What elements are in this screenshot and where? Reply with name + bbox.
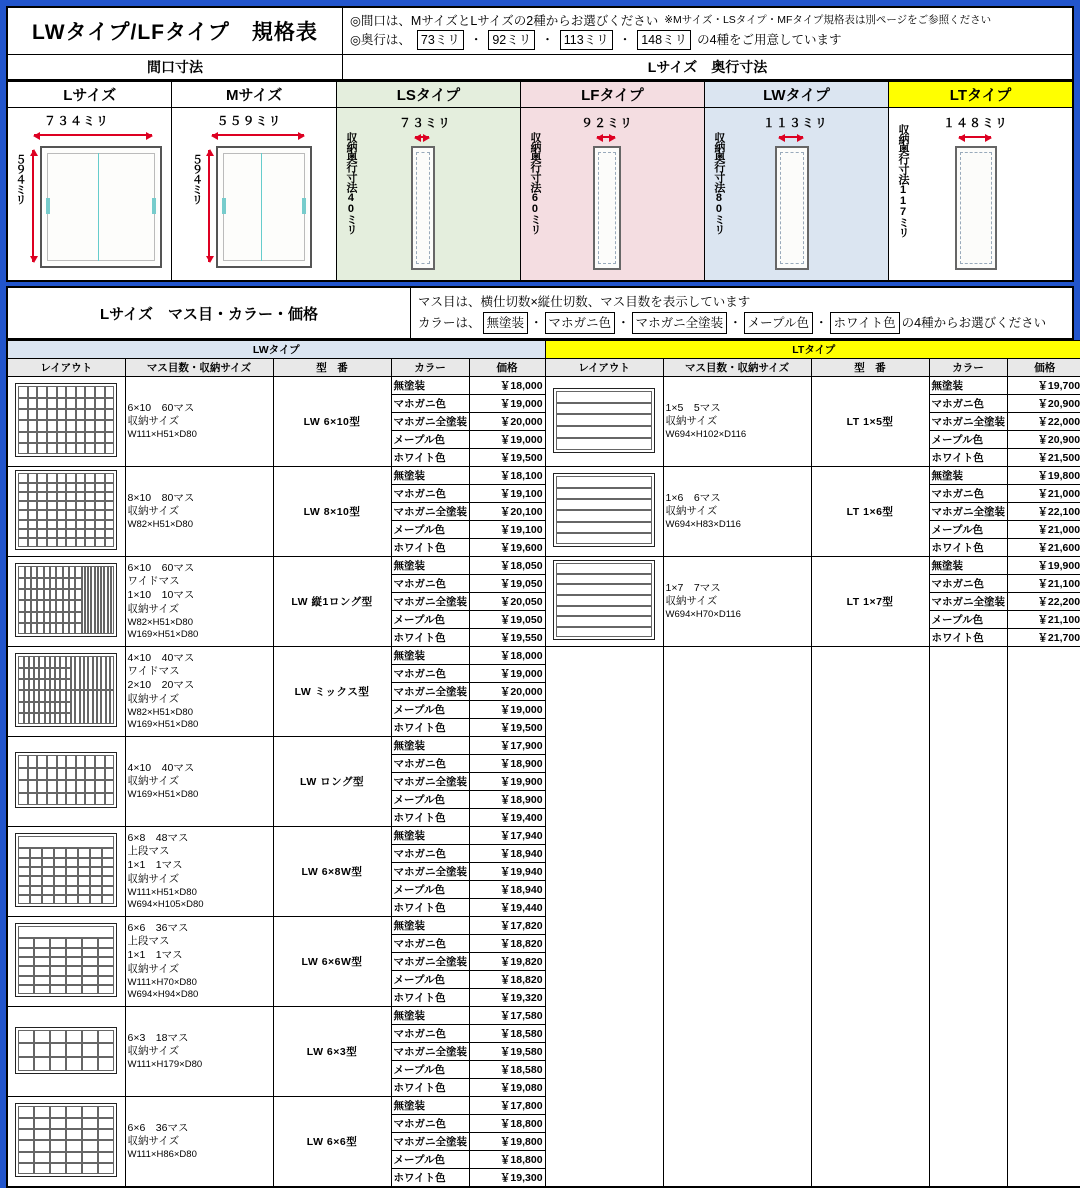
cell-color: マホガニ全塗装: [391, 413, 469, 431]
cell-price: ￥19,700: [1007, 377, 1080, 395]
cell-price: ￥19,800: [469, 1133, 545, 1151]
cell-price: ￥17,820: [469, 917, 545, 935]
cell-color: ホワイト色: [391, 1169, 469, 1188]
cell-model: LW ミックス型: [273, 647, 391, 737]
table-row: [7, 557, 1080, 575]
cell-spec: 1×6 6マス 収納サイズ W694×H83×D116: [663, 467, 811, 557]
cell-color: メープル色: [391, 881, 469, 899]
cell-color: マホガニ色: [391, 395, 469, 413]
cell-layout: [7, 557, 125, 647]
figure-okuyuki-LF: [520, 108, 704, 282]
cell-price: ￥19,080: [469, 1079, 545, 1097]
cabinet-side-LW: [775, 146, 809, 270]
cell-price: ￥20,900: [1007, 395, 1080, 413]
cell-spec: 1×5 5マス 収納サイズ W694×H102×D116: [663, 377, 811, 467]
cell-price: ￥21,700: [1007, 629, 1080, 647]
table-row: [7, 467, 1080, 485]
cell-model: LW 6×10型: [273, 377, 391, 467]
table-row: [7, 377, 1080, 395]
cell-color: メープル色: [391, 1061, 469, 1079]
cell-spec: 8×10 80マス 収納サイズ W82×H51×D80: [125, 467, 273, 557]
cell-color: ホワイト色: [391, 629, 469, 647]
column-header-row: [7, 359, 1080, 377]
mid-title: Lサイズ マス目・カラー・価格: [100, 305, 318, 323]
col-price-lt: 価格: [1007, 359, 1080, 377]
dim-L-width-arrow: [34, 134, 152, 136]
cell-price: ￥18,900: [469, 791, 545, 809]
note-okuyuki-suffix: の4種をご用意しています: [697, 33, 842, 48]
cell-price: ￥18,820: [469, 935, 545, 953]
cell-price: ￥18,580: [469, 1061, 545, 1079]
cabinet-side-LT: [955, 146, 997, 270]
group-header-lt: LTタイプ: [545, 341, 1080, 359]
col-head-maguchi: 間口寸法: [7, 55, 343, 81]
cell-spec-empty: [663, 647, 811, 1188]
cell-color: ホワイト色: [391, 989, 469, 1007]
dimension-figures: [6, 81, 1074, 282]
cell-price: ￥18,100: [469, 467, 545, 485]
cell-model: LT 1×7型: [811, 557, 929, 647]
cell-color: マホガニ全塗装: [391, 773, 469, 791]
cell-price: ￥19,550: [469, 629, 545, 647]
cell-price: ￥22,200: [1007, 593, 1080, 611]
cell-model: LT 1×5型: [811, 377, 929, 467]
color-option-mahogany: マホガニ色: [545, 312, 616, 334]
cell-spec: 1×7 7マス 収納サイズ W694×H70×D116: [663, 557, 811, 647]
cell-color: 無塗装: [391, 467, 469, 485]
cell-price: ￥22,000: [1007, 413, 1080, 431]
depth-option-148: 148ミリ: [637, 30, 691, 50]
cell-price: ￥18,940: [469, 845, 545, 863]
cell-price: ￥19,300: [469, 1169, 545, 1188]
cell-color: マホガニ色: [929, 485, 1007, 503]
cell-color: 無塗装: [391, 557, 469, 575]
col-model-lw: 型 番: [273, 359, 391, 377]
cell-model: LT 1×6型: [811, 467, 929, 557]
lf-inner-depth-label: 収納奥行寸法60ミリ: [528, 132, 541, 235]
cell-price: ￥21,000: [1007, 521, 1080, 539]
cell-color: マホガニ色: [391, 575, 469, 593]
header-notes: [343, 7, 1074, 55]
cell-color: メープル色: [391, 431, 469, 449]
lt-depth-arrow: [959, 136, 991, 138]
cell-price: ￥19,000: [469, 395, 545, 413]
cell-price: ￥19,820: [469, 953, 545, 971]
cell-color: 無塗装: [391, 1097, 469, 1115]
cell-color: 無塗装: [391, 917, 469, 935]
cell-color-empty: [929, 647, 1007, 1188]
depth-option-113: 113ミリ: [560, 30, 613, 50]
maguchi-L-label: Lサイズ: [7, 82, 172, 108]
cell-color: 無塗装: [391, 377, 469, 395]
layout-thumbnail: [15, 653, 117, 727]
cell-price: ￥19,000: [469, 701, 545, 719]
cell-price: ￥20,100: [469, 503, 545, 521]
cell-spec: 6×8 48マス 上段マス 1×1 1マス 収納サイズ W111×H51×D80 W694×H105×D80: [125, 827, 273, 917]
cell-price: ￥20,000: [469, 683, 545, 701]
cell-price: ￥19,100: [469, 485, 545, 503]
cell-price: ￥22,100: [1007, 503, 1080, 521]
cell-color: ホワイト色: [929, 449, 1007, 467]
cell-color: メープル色: [391, 971, 469, 989]
cabinet-front-L: [40, 146, 162, 268]
cell-price: ￥18,800: [469, 1151, 545, 1169]
cell-layout: [545, 557, 663, 647]
cell-price: ￥19,500: [469, 719, 545, 737]
figure-maguchi-M: [172, 108, 336, 282]
cell-spec: 4×10 40マス ワイドマス 2×10 20マス 収納サイズ W82×H51×D80 W169×H51×D80: [125, 647, 273, 737]
cell-price: ￥19,900: [1007, 557, 1080, 575]
cell-spec: 6×10 60マス 収納サイズ W111×H51×D80: [125, 377, 273, 467]
cell-color: メープル色: [391, 521, 469, 539]
layout-thumbnail: [15, 563, 117, 637]
cell-model-empty: [811, 647, 929, 1188]
cell-color: マホガニ全塗装: [391, 953, 469, 971]
header-dimension-block: [6, 6, 1074, 81]
cell-color: メープル色: [391, 701, 469, 719]
lf-depth-text: ９２ミリ: [580, 116, 633, 131]
layout-thumbnail: [15, 923, 117, 997]
note-maguchi: ◎間口は、MサイズとLサイズの2種からお選びください: [350, 14, 659, 28]
color-option-white: ホワイト色: [830, 312, 900, 334]
figure-okuyuki-LS: [336, 108, 520, 282]
lw-inner-depth-label: 収納奥行寸法80ミリ: [712, 132, 725, 235]
cell-layout: [545, 467, 663, 557]
lw-depth-arrow: [779, 136, 803, 138]
dim-M-height-arrow: [208, 150, 210, 262]
cell-price: ￥18,820: [469, 971, 545, 989]
cell-color: マホガニ色: [391, 665, 469, 683]
cell-price: ￥19,900: [469, 773, 545, 791]
cell-color: マホガニ全塗装: [391, 1133, 469, 1151]
cell-color: 無塗装: [929, 557, 1007, 575]
okuyuki-LF-label: LFタイプ: [520, 82, 704, 108]
cell-color: マホガニ色: [391, 485, 469, 503]
cell-color: ホワイト色: [391, 539, 469, 557]
cell-color: マホガニ全塗装: [391, 1043, 469, 1061]
cell-spec: 6×6 36マス 上段マス 1×1 1マス 収納サイズ W111×H70×D80 W694×H94×D80: [125, 917, 273, 1007]
cell-color: マホガニ全塗装: [391, 503, 469, 521]
cell-color: ホワイト色: [391, 809, 469, 827]
cell-spec: 6×10 60マス ワイドマス 1×10 10マス 収納サイズ W82×H51×D80 W169×H51×D80: [125, 557, 273, 647]
cell-model: LW ロング型: [273, 737, 391, 827]
table-row: [7, 647, 1080, 665]
cell-price: ￥19,440: [469, 899, 545, 917]
col-head-okuyuki: Lサイズ 奥行寸法: [343, 55, 1074, 81]
cell-color: マホガニ全塗装: [929, 413, 1007, 431]
cell-color: メープル色: [391, 1151, 469, 1169]
cell-color: マホガニ色: [391, 1115, 469, 1133]
cell-color: ホワイト色: [929, 629, 1007, 647]
col-cells-lt: マス目数・収納サイズ: [663, 359, 811, 377]
cell-layout: [7, 1097, 125, 1188]
cell-price: ￥19,940: [469, 863, 545, 881]
cell-color: ホワイト色: [391, 1079, 469, 1097]
cell-layout: [7, 1007, 125, 1097]
mid-desc-cell: [411, 287, 1074, 339]
cell-price: ￥18,050: [469, 557, 545, 575]
cell-color: ホワイト色: [391, 449, 469, 467]
cell-price: ￥18,900: [469, 755, 545, 773]
mid-info-bar: [6, 286, 1074, 340]
layout-thumbnail: [553, 473, 655, 547]
col-model-lt: 型 番: [811, 359, 929, 377]
cell-price: ￥19,000: [469, 431, 545, 449]
note-row-1: [350, 12, 1065, 30]
cell-price: ￥19,050: [469, 575, 545, 593]
cell-layout-empty: [545, 647, 663, 1188]
cell-color: 無塗装: [929, 467, 1007, 485]
cell-price: ￥18,000: [469, 647, 545, 665]
cell-layout: [7, 647, 125, 737]
sheet-title-cell: [7, 7, 343, 55]
cell-price: ￥19,400: [469, 809, 545, 827]
cell-price-empty: [1007, 647, 1080, 1188]
col-layout-lt: レイアウト: [545, 359, 663, 377]
mid-desc-colors: カラーは、 無塗装 ・ マホガニ色 ・ マホガニ全塗装 ・ メープル色 ・ ホワイト色 の4種からお選びください: [418, 312, 1065, 334]
cell-color: ホワイト色: [929, 539, 1007, 557]
cell-color: マホガニ色: [929, 395, 1007, 413]
layout-thumbnail: [15, 833, 117, 907]
cell-price: ￥19,050: [469, 611, 545, 629]
cabinet-side-LF: [593, 146, 621, 270]
cell-color: マホガニ全塗装: [391, 863, 469, 881]
col-price-lw: 価格: [469, 359, 545, 377]
cell-model: LW 8×10型: [273, 467, 391, 557]
cell-color: 無塗装: [391, 1007, 469, 1025]
color-option-mahogany-full: マホガニ全塗装: [632, 312, 728, 334]
maguchi-M-label: Mサイズ: [172, 82, 336, 108]
spec-sheet: [6, 6, 1080, 1185]
cell-price: ￥19,000: [469, 665, 545, 683]
ls-depth-text: ７３ミリ: [398, 116, 451, 131]
okuyuki-LW-label: LWタイプ: [704, 82, 888, 108]
cell-color: ホワイト色: [391, 719, 469, 737]
cell-price: ￥20,050: [469, 593, 545, 611]
cell-price: ￥20,900: [1007, 431, 1080, 449]
col-layout-lw: レイアウト: [7, 359, 125, 377]
cabinet-side-LS: [411, 146, 435, 270]
layout-thumbnail: [15, 752, 117, 808]
cell-model: LW 6×6型: [273, 1097, 391, 1188]
price-table: [6, 340, 1080, 1188]
cell-price: ￥21,100: [1007, 575, 1080, 593]
dim-L-height-arrow: [32, 150, 34, 262]
col-color-lt: カラー: [929, 359, 1007, 377]
lw-depth-text: １１３ミリ: [762, 116, 828, 131]
cell-color: マホガニ色: [391, 755, 469, 773]
ls-inner-depth-label: 収納奥行寸法40ミリ: [344, 132, 357, 235]
lt-inner-depth-label: 収納奥行寸法117ミリ: [897, 124, 909, 238]
cell-color: ホワイト色: [391, 899, 469, 917]
color-option-maple: メープル色: [744, 312, 813, 334]
cell-color: マホガニ全塗装: [929, 503, 1007, 521]
cell-color: メープル色: [391, 611, 469, 629]
cell-layout: [7, 737, 125, 827]
color-prefix: カラーは、: [418, 316, 481, 331]
layout-thumbnail: [15, 1027, 117, 1074]
cell-price: ￥18,000: [469, 377, 545, 395]
cell-price: ￥21,100: [1007, 611, 1080, 629]
group-header-lw: LWタイプ: [7, 341, 545, 359]
cell-color: マホガニ全塗装: [391, 683, 469, 701]
okuyuki-LT-label: LTタイプ: [889, 82, 1074, 108]
cell-layout: [7, 377, 125, 467]
cell-color: マホガニ色: [391, 935, 469, 953]
cell-model: LW 縦1ロング型: [273, 557, 391, 647]
layout-thumbnail: [15, 1103, 117, 1177]
cell-price: ￥17,580: [469, 1007, 545, 1025]
cell-color: メープル色: [391, 791, 469, 809]
cell-spec: 6×6 36マス 収納サイズ W111×H86×D80: [125, 1097, 273, 1188]
color-option-mutoso: 無塗装: [483, 312, 529, 334]
cell-color: マホガニ色: [391, 1025, 469, 1043]
cell-color: マホガニ色: [391, 845, 469, 863]
cell-color: 無塗装: [391, 647, 469, 665]
figure-okuyuki-LT: [889, 108, 1074, 282]
cell-price: ￥19,500: [469, 449, 545, 467]
cell-color: 無塗装: [391, 827, 469, 845]
cell-color: マホガニ全塗装: [391, 593, 469, 611]
layout-thumbnail: [15, 470, 117, 550]
cell-layout: [7, 827, 125, 917]
mid-title-cell: [7, 287, 411, 339]
cell-color: メープル色: [929, 431, 1007, 449]
figure-maguchi-L: [7, 108, 172, 282]
col-color-lw: カラー: [391, 359, 469, 377]
cell-price: ￥17,900: [469, 737, 545, 755]
note-reference: ※Mサイズ・LSタイプ・MFタイプ規格表は別ページをご参照ください: [664, 14, 992, 27]
note-okuyuki-prefix: ◎奥行は、: [350, 33, 411, 48]
cell-color: マホガニ全塗装: [929, 593, 1007, 611]
cabinet-front-M: [216, 146, 312, 268]
cell-price: ￥17,800: [469, 1097, 545, 1115]
okuyuki-LS-label: LSタイプ: [336, 82, 520, 108]
cell-price: ￥21,600: [1007, 539, 1080, 557]
cell-price: ￥19,320: [469, 989, 545, 1007]
cell-color: メープル色: [929, 611, 1007, 629]
layout-thumbnail: [553, 560, 655, 640]
cell-color: 無塗装: [391, 737, 469, 755]
note-row-2: ◎奥行は、 73ミリ ・ 92ミリ ・ 113ミリ ・ 148ミリ の4種をご用意しています: [350, 30, 1065, 50]
dim-M-height-text: ５９４ミリ: [190, 154, 203, 205]
cell-price: ￥19,600: [469, 539, 545, 557]
layout-thumbnail: [15, 383, 117, 457]
cell-spec: 6×3 18マス 収納サイズ W111×H179×D80: [125, 1007, 273, 1097]
depth-option-92: 92ミリ: [488, 30, 535, 50]
cell-price: ￥21,000: [1007, 485, 1080, 503]
ls-depth-arrow: [415, 136, 429, 138]
cell-color: 無塗装: [929, 377, 1007, 395]
page-title: LWタイプ/LFタイプ 規格表: [32, 21, 318, 45]
dim-M-width-text: ５５９ミリ: [216, 114, 282, 129]
cell-price: ￥20,000: [469, 413, 545, 431]
cell-layout: [7, 917, 125, 1007]
lf-depth-arrow: [597, 136, 615, 138]
cell-model: LW 6×8W型: [273, 827, 391, 917]
lt-depth-text: １４８ミリ: [943, 116, 1009, 131]
color-suffix: の4種からお選びください: [901, 316, 1047, 331]
layout-thumbnail: [553, 388, 655, 453]
cell-color: メープル色: [929, 521, 1007, 539]
cell-model: LW 6×6W型: [273, 917, 391, 1007]
cell-price: ￥21,500: [1007, 449, 1080, 467]
cell-price: ￥19,100: [469, 521, 545, 539]
figure-okuyuki-LW: [704, 108, 888, 282]
cell-layout: [7, 467, 125, 557]
cell-color: マホガニ色: [929, 575, 1007, 593]
cell-price: ￥18,580: [469, 1025, 545, 1043]
dim-L-height-text: ５９４ミリ: [14, 154, 26, 205]
dim-L-width-text: ７３４ミリ: [44, 114, 110, 129]
col-cells-lw: マス目数・収納サイズ: [125, 359, 273, 377]
cell-price: ￥18,800: [469, 1115, 545, 1133]
cell-price: ￥18,940: [469, 881, 545, 899]
cell-spec: 4×10 40マス 収納サイズ W169×H51×D80: [125, 737, 273, 827]
cell-price: ￥17,940: [469, 827, 545, 845]
cell-price: ￥19,800: [1007, 467, 1080, 485]
cell-layout: [545, 377, 663, 467]
cell-model: LW 6×3型: [273, 1007, 391, 1097]
mid-desc-cells: マス目は、横仕切数×縦仕切数、マス目数を表示しています: [418, 295, 751, 310]
dim-M-width-arrow: [212, 134, 304, 136]
depth-option-73: 73ミリ: [417, 30, 464, 50]
cell-price: ￥19,580: [469, 1043, 545, 1061]
